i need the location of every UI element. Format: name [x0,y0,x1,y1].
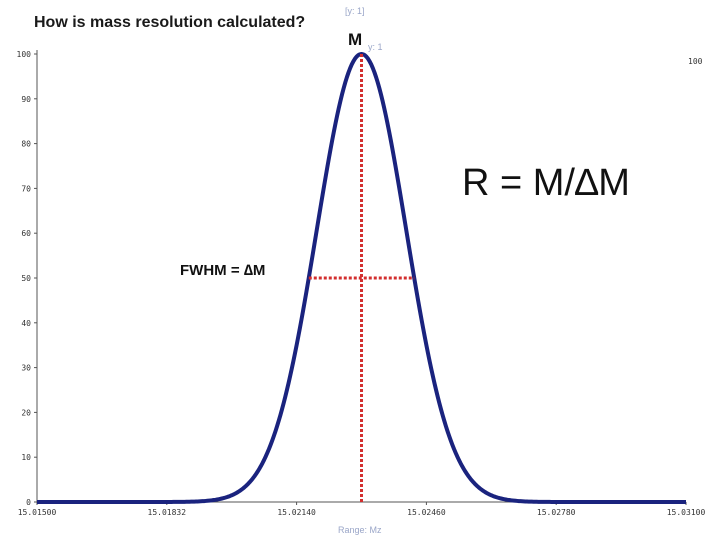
y-tick-label: 80 [21,139,31,149]
y-tick-label: 20 [21,408,31,418]
y-tick-label: 50 [21,274,31,283]
fwhm-label: FWHM = ∆M [180,262,266,279]
resolution-formula: R = M/∆M [462,162,630,204]
x-tick-label: 15.01500 [17,508,57,517]
y-tick-label: 10 [21,453,31,463]
y-tick-label: 90 [21,94,31,104]
faint-top-tag: [y: 1] [345,6,365,16]
x-tick-label: 15.02140 [277,508,316,517]
x-tick-label: 15.03100 [666,508,706,517]
peak-m-label: M [348,30,363,49]
faint-peak-tag: y: 1 [368,42,383,52]
y-tick-label: 100 [16,50,31,59]
x-tick-label: 15.02460 [407,508,446,517]
y-tick-label: 30 [21,363,31,373]
y-tick-label: 40 [21,318,31,328]
y-tick-label: 0 [26,498,31,507]
y-tick-label: 60 [21,229,31,239]
x-tick-label: 15.02780 [536,508,576,517]
x-axis-faint-label: Range: Mz [338,525,382,535]
slide-title: How is mass resolution calculated? [34,14,306,31]
x-tick-label: 15.01832 [147,508,187,517]
y-tick-label: 70 [21,184,31,194]
y-right-label: 100 [688,57,703,66]
